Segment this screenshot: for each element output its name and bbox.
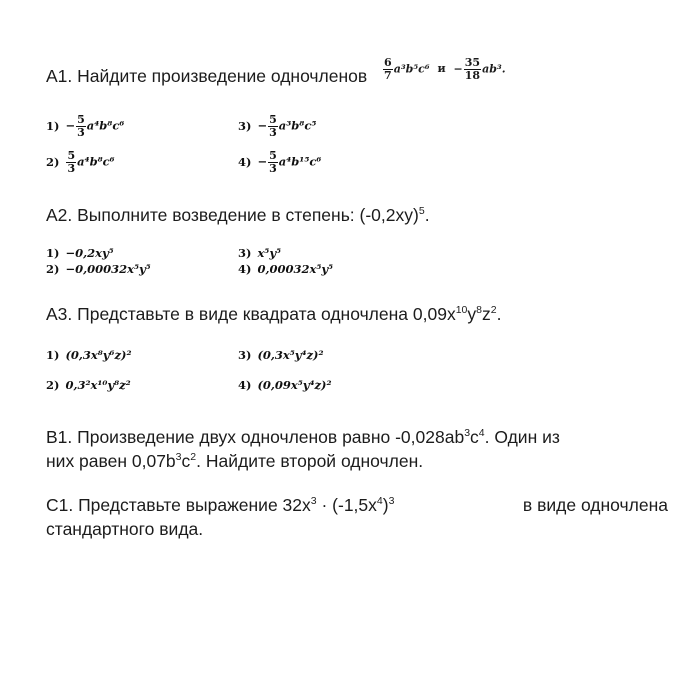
a1-opt3-fraction: $\frac{5}{3}$ [269,113,277,139]
a3-option-1: 1) (0,3x⁸y⁶z)² [46,348,132,362]
a3-option-4: 4) (0,09x⁵y⁴z)² [238,378,332,392]
c1-line-1: С1. Представьте выражение $32x^3 \cdot (-1,5x^4)^3$ в виде одночлена [46,495,668,515]
a2-option-1: 1) −0,2xy⁵ [46,246,114,260]
a3-prompt: А3. Представьте в виде квадрата одночлена 0,09x [46,304,456,324]
question-a2 [46,203,430,227]
a1-option-4: 4) − $\frac{5}{3}$ a⁴b¹⁵c⁶ [238,149,322,175]
a1-m1-fraction: $\frac{6}{7}$ [384,55,392,82]
c1-line-2: стандартного вида. [46,519,204,539]
a3-y: y [467,304,477,324]
a3-z: z [481,304,491,324]
question-a1 [46,55,506,90]
a3-option-2: 2) 0,3²x¹⁰y⁸z² [46,378,131,392]
a1-option-3: 3) − $\frac{5}{3}$ a³b⁸c⁵ [238,113,317,139]
a1-option-2: 2) $\frac{5}{3}$ a⁴b⁸c⁶ [46,149,115,175]
a2-prompt: А2. Выполните возведение в степень: (-0,2xy) [46,205,419,225]
a2-exponent: 5 [418,205,425,218]
b1-line-2: них равен $0,07b^3c^2$. Найдите второй одночлен. [46,451,424,471]
a2-option-2: 2) −0,00032x⁵y⁵ [46,262,151,276]
b1-line-1: В1. Произведение двух одночленов равно $-0,028ab^3c^4$. Один из [46,427,560,447]
a1-conj: и [437,62,446,76]
a1-m1-tail: a³b⁵c⁶ [393,62,430,76]
a3-exp-y: 8 [476,304,482,317]
a3-option-3: 3) (0,3x⁵y⁴z)² [238,348,324,362]
a1-opt2-fraction: $\frac{5}{3}$ [67,149,76,175]
a3-exp-x: 10 [455,304,468,317]
a3-end: . [496,304,502,324]
question-c1 [46,493,672,541]
a1-opt4-fraction: $\frac{5}{3}$ [269,149,277,175]
question-a3 [46,302,501,326]
a1-opt1-fraction: $\frac{5}{3}$ [77,113,85,139]
a3-exp-z: 2 [490,304,497,317]
question-b1 [46,425,672,473]
a2-option-4: 4) 0,00032x⁵y⁵ [238,262,334,276]
a1-m2-sign: − [453,62,463,76]
a2-end: . [424,205,430,225]
a1-monomials [382,57,506,82]
a1-prompt: А1. Найдите произведение одночленов [46,66,368,86]
a1-option-1: 1) − $\frac{5}{3}$ a⁴b⁸c⁶ [46,113,125,139]
a1-m2-tail: ab³. [482,62,506,76]
a2-option-3: 3) x⁵y⁵ [238,246,282,260]
a1-m2-fraction: $\frac{35}{18}$ [464,55,481,82]
